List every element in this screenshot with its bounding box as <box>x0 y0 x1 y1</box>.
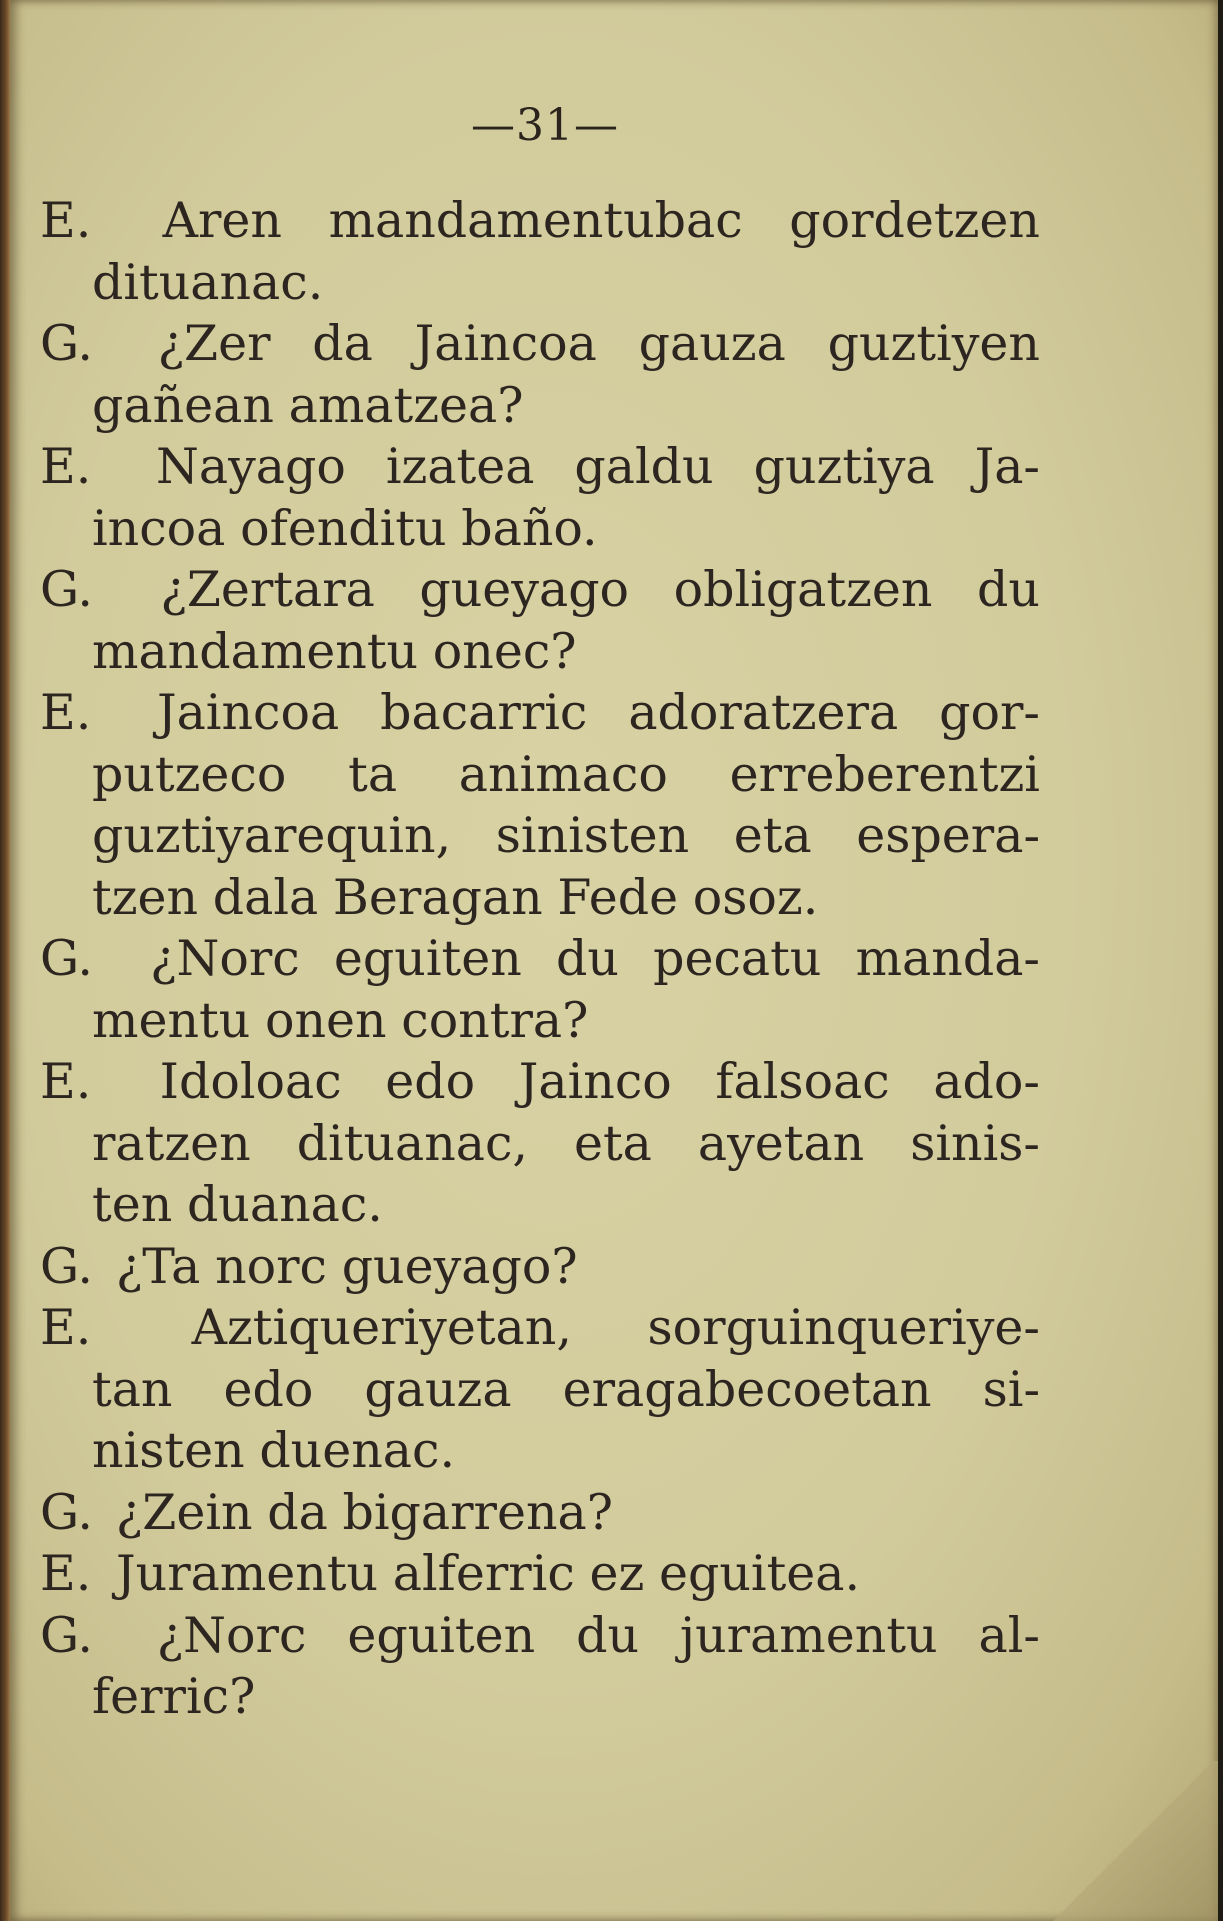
word: bacarric <box>380 684 588 741</box>
word: Fede <box>557 868 679 926</box>
word: tzen <box>92 868 199 926</box>
word: ratzen <box>92 1114 251 1172</box>
word: ta <box>348 745 398 803</box>
word: ferric? <box>92 1668 256 1725</box>
word: sinis- <box>910 1114 1040 1172</box>
word: gueyago <box>419 561 630 618</box>
word: ¿Norc <box>156 1606 307 1664</box>
text-line <box>40 1297 1040 1359</box>
word: baño. <box>461 499 598 557</box>
word: mentu <box>92 991 251 1049</box>
word: tan <box>92 1360 173 1418</box>
word: sinisten <box>495 807 690 864</box>
question-entry <box>40 313 1040 436</box>
word: juramentu <box>679 1606 938 1664</box>
word: eta <box>573 1114 652 1172</box>
word: eguiten <box>347 1606 536 1664</box>
text-line <box>40 1113 1040 1175</box>
word: da <box>267 1483 328 1541</box>
word: gueyago? <box>341 1237 578 1295</box>
speaker-label: G. <box>40 561 93 618</box>
word: Idoloac <box>159 1053 342 1110</box>
word: eguiten <box>333 930 522 987</box>
word: Juramentu <box>116 1545 379 1602</box>
word: Ja- <box>974 438 1040 495</box>
word: ez <box>589 1545 645 1602</box>
word: mandamentu <box>92 622 419 680</box>
word: ¿Zertara <box>160 561 375 618</box>
text-line <box>40 805 1040 867</box>
speaker-label: E. <box>40 1299 92 1356</box>
page-corner-fold <box>1048 1761 1218 1921</box>
answer-entry <box>40 682 1040 928</box>
text-line <box>40 1666 1040 1728</box>
speaker-label: G. <box>40 1237 93 1295</box>
question-entry <box>40 1236 1040 1298</box>
speaker-label: G. <box>40 315 93 372</box>
text-line <box>40 867 1040 929</box>
word: ten <box>92 1176 173 1233</box>
word: du <box>977 561 1040 618</box>
question-entry <box>40 928 1040 1051</box>
word: guztiya <box>753 438 935 495</box>
text-line <box>40 1051 1040 1113</box>
answer-entry <box>40 436 1040 559</box>
speaker-label: G. <box>40 1483 93 1541</box>
speaker-label: E. <box>40 438 92 495</box>
text-line <box>40 1174 1040 1236</box>
word: onec? <box>432 622 577 680</box>
word: guztiyarequin, <box>92 807 452 864</box>
word: dala <box>212 868 319 926</box>
word: dituanac, <box>296 1114 528 1172</box>
word: ¿Zein <box>116 1483 253 1541</box>
page-number: —31— <box>471 100 619 151</box>
text-line <box>40 498 1040 560</box>
answer-entry <box>40 1543 1040 1605</box>
book-page <box>10 0 1218 1921</box>
word: osoz. <box>692 868 819 926</box>
word: izatea <box>385 438 535 495</box>
question-entry <box>40 1605 1040 1728</box>
word: bigarrena? <box>342 1483 614 1541</box>
word: incoa <box>92 499 226 557</box>
text-line <box>40 190 1040 252</box>
word: onen <box>264 991 387 1049</box>
word: du <box>555 930 619 987</box>
text-line <box>40 1236 1040 1298</box>
word: adoratzera <box>628 684 899 741</box>
text-line <box>40 313 1040 375</box>
word: manda- <box>855 930 1040 987</box>
word: gor- <box>939 684 1040 741</box>
word: ofenditu <box>240 499 447 557</box>
answer-entry <box>40 1051 1040 1236</box>
word: gauza <box>638 315 786 372</box>
text-line <box>40 1605 1040 1667</box>
word: gordetzen <box>789 192 1040 249</box>
text-line <box>40 744 1040 806</box>
text-line <box>40 559 1040 621</box>
word: ¿Zer <box>157 315 271 372</box>
book-spine-edge <box>0 0 10 1921</box>
word: sorguinqueriye- <box>647 1299 1040 1356</box>
word: Aren <box>162 192 282 249</box>
word: duanac. <box>186 1176 383 1233</box>
word: falsoac <box>715 1053 890 1110</box>
word: obligatzen <box>673 561 933 618</box>
word: amatzea? <box>288 376 524 434</box>
word: ado- <box>933 1053 1040 1110</box>
word: ayetan <box>697 1114 865 1172</box>
word: dituanac. <box>92 253 324 311</box>
word: Jaincoa <box>156 684 340 741</box>
text-line <box>40 682 1040 744</box>
word: erreberentzi <box>729 745 1040 803</box>
word: norc <box>215 1237 327 1295</box>
word: animaco <box>458 745 668 803</box>
text-line <box>40 928 1040 990</box>
word: gañean <box>92 376 274 434</box>
word: putzeco <box>92 745 287 803</box>
word: da <box>312 315 373 372</box>
word: eragabecoetan <box>562 1360 932 1418</box>
question-entry <box>40 559 1040 682</box>
word: ¿Ta <box>116 1237 201 1295</box>
word: galdu <box>574 438 714 495</box>
word: nisten <box>92 1422 245 1479</box>
speaker-label: E. <box>40 1545 92 1602</box>
word: pecatu <box>653 930 822 987</box>
word: ¿Norc <box>150 930 300 987</box>
word: mandamentubac <box>328 192 743 249</box>
text-line <box>40 436 1040 498</box>
word: eguitea. <box>658 1545 861 1602</box>
word: duenac. <box>259 1422 456 1479</box>
word: Jaincoa <box>414 315 597 372</box>
word: edo <box>223 1360 314 1418</box>
word: espera- <box>856 807 1040 864</box>
text-line <box>40 990 1040 1052</box>
word: alferric <box>392 1545 575 1602</box>
answer-entry <box>40 1297 1040 1482</box>
word: Beragan <box>332 868 543 926</box>
text-line <box>40 252 1040 314</box>
speaker-label: E. <box>40 192 92 249</box>
word: si- <box>982 1360 1040 1418</box>
word: eta <box>733 807 812 864</box>
word: Nayago <box>155 438 346 495</box>
word: du <box>576 1606 640 1664</box>
answer-entry <box>40 190 1040 313</box>
word: contra? <box>401 991 589 1049</box>
speaker-label: G. <box>40 1606 93 1664</box>
text-line <box>40 375 1040 437</box>
catechism-text <box>40 190 1040 1728</box>
text-line <box>40 1420 1040 1482</box>
text-line <box>40 1543 1040 1605</box>
word: gauza <box>364 1360 512 1418</box>
speaker-label: G. <box>40 930 93 987</box>
text-line <box>40 1359 1040 1421</box>
speaker-label: E. <box>40 684 92 741</box>
word: guztiyen <box>827 315 1040 372</box>
word: al- <box>978 1606 1040 1664</box>
question-entry <box>40 1482 1040 1544</box>
speaker-label: E. <box>40 1053 92 1110</box>
word: Aztiqueriyetan, <box>191 1299 572 1356</box>
word: edo <box>385 1053 476 1110</box>
text-line <box>40 621 1040 683</box>
word: Jainco <box>518 1053 672 1110</box>
text-line <box>40 1482 1040 1544</box>
